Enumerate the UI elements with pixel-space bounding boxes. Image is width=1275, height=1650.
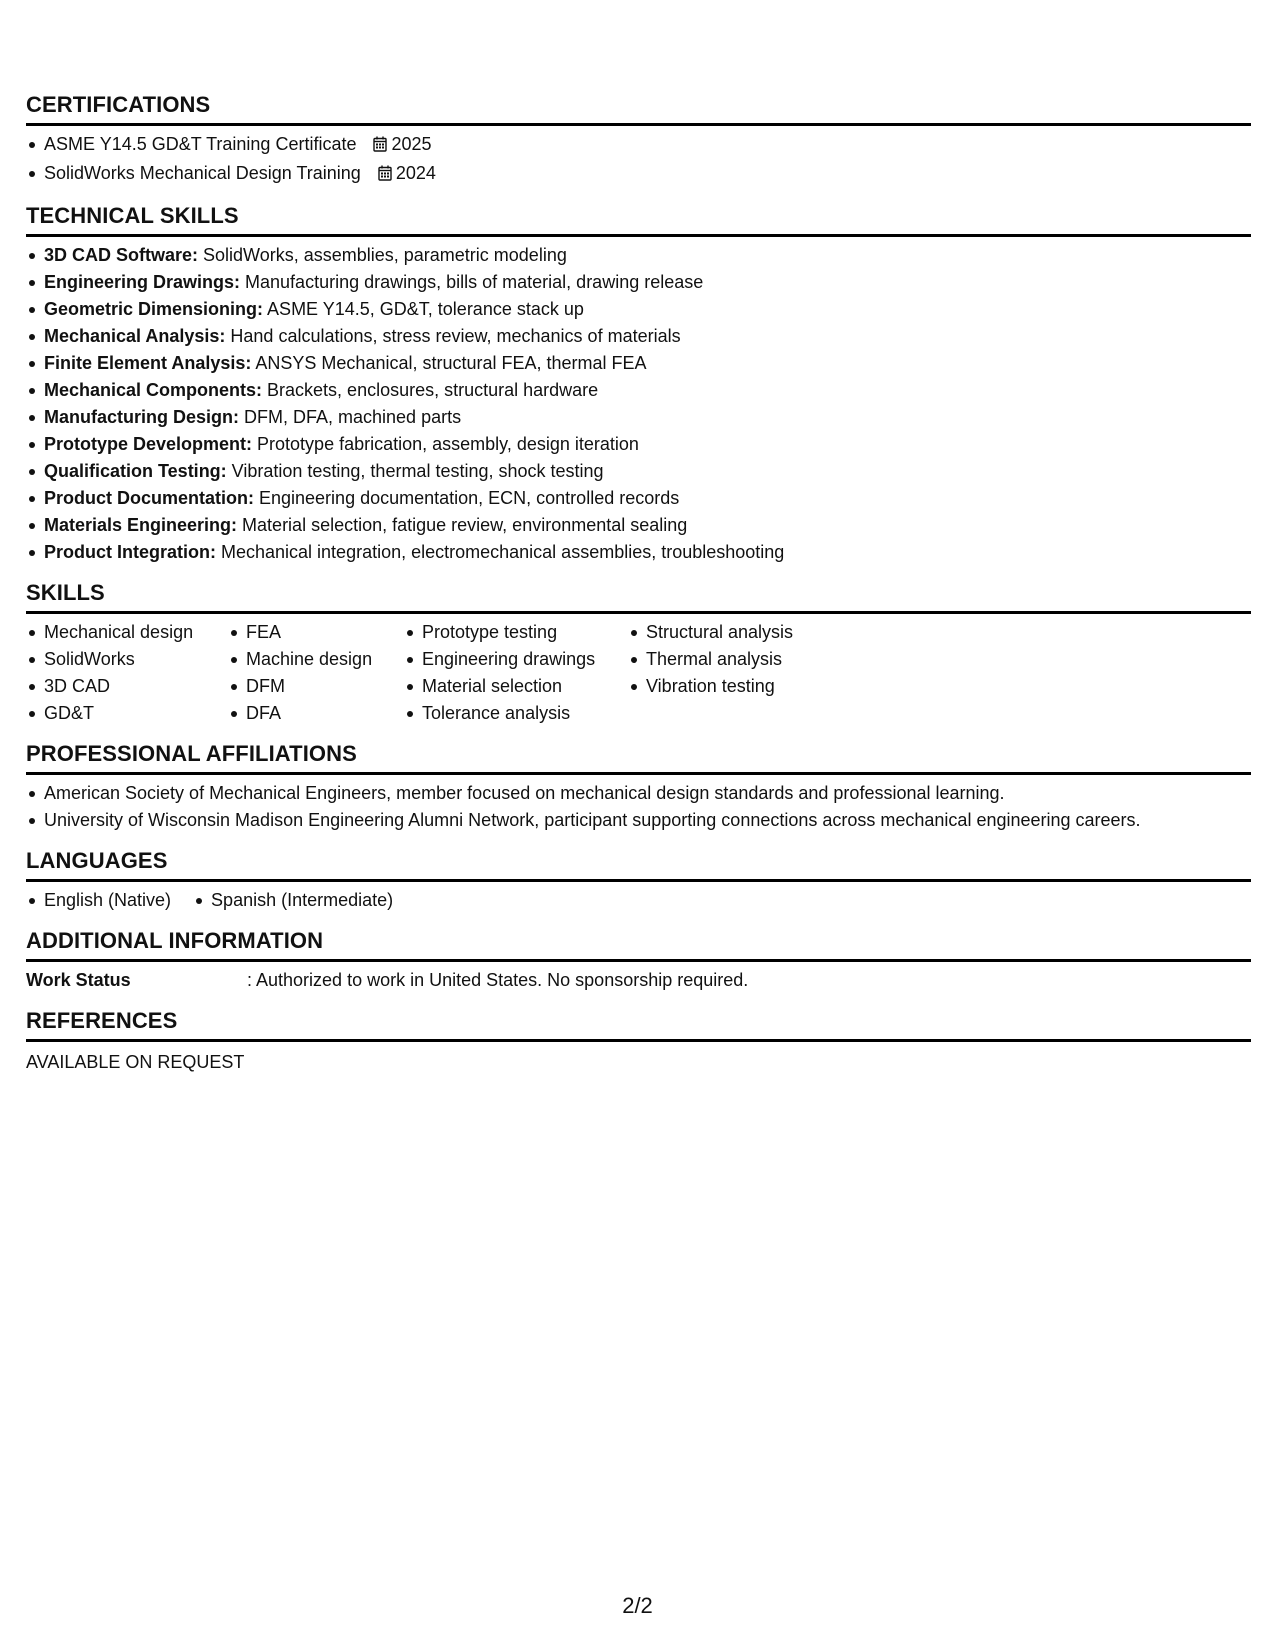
list-item (26, 431, 1251, 458)
skills-column (228, 619, 404, 727)
certifications-section (26, 92, 1251, 189)
resume-page (26, 0, 1251, 1076)
language-item: Spanish (Intermediate) (193, 887, 393, 914)
skill-label: Product Documentation: (44, 488, 254, 508)
affiliations-section (26, 741, 1251, 834)
skill-label: Mechanical Components: (44, 380, 263, 400)
skill-item: DFM (228, 673, 404, 700)
skill-value: Brackets, enclosures, structural hardware (262, 380, 599, 400)
skills-column (26, 619, 228, 727)
skill-label: Mechanical Analysis: (44, 326, 226, 346)
list-item (26, 485, 1251, 512)
list-item: University of Wisconsin Madison Engineering Alumni Network, participant supporting connections across mechanical engineering careers. (26, 807, 1251, 834)
skill-value: Vibration testing, thermal testing, shock testing (226, 461, 604, 481)
skill-item: SolidWorks (26, 646, 228, 673)
skill-value: ANSYS Mechanical, structural FEA, thermal FEA (251, 353, 647, 373)
skill-value: Prototype fabrication, assembly, design iteration (252, 434, 639, 454)
calendar-icon (378, 162, 392, 189)
list-item (26, 350, 1251, 377)
technical-skills-section (26, 203, 1251, 566)
affiliations-list (26, 780, 1251, 834)
section-title: TECHNICAL SKILLS (26, 203, 1251, 237)
work-status-value: : Authorized to work in United States. No sponsorship required. (247, 970, 749, 990)
skill-item: Vibration testing (628, 673, 848, 700)
section-title: ADDITIONAL INFORMATION (26, 928, 1251, 962)
list-item (26, 242, 1251, 269)
skill-item: Structural analysis (628, 619, 848, 646)
section-title: REFERENCES (26, 1008, 1251, 1042)
list-item (26, 404, 1251, 431)
skills-column (404, 619, 628, 727)
work-status-label: Work Status (26, 970, 131, 990)
skill-label: Engineering Drawings: (44, 272, 241, 292)
section-title: PROFESSIONAL AFFILIATIONS (26, 741, 1251, 775)
certifications-list (26, 131, 1251, 189)
skill-value: Material selection, fatigue review, environmental sealing (237, 515, 688, 535)
skill-label: Prototype Development: (44, 434, 253, 454)
work-status-row (26, 967, 1251, 994)
section-title: SKILLS (26, 580, 1251, 614)
skill-value: Manufacturing drawings, bills of material, drawing release (240, 272, 704, 292)
list-item (26, 160, 1251, 189)
certification-year: 2024 (395, 163, 436, 183)
skill-item: Engineering drawings (404, 646, 628, 673)
skill-item: FEA (228, 619, 404, 646)
list-item (26, 458, 1251, 485)
skill-value: DFM, DFA, machined parts (239, 407, 462, 427)
skill-label: Materials Engineering: (44, 515, 238, 535)
section-title: LANGUAGES (26, 848, 1251, 882)
list-item (26, 539, 1251, 566)
section-title: CERTIFICATIONS (26, 92, 1251, 126)
list-item: American Society of Mechanical Engineers, member focused on mechanical design standards and professional learning. (26, 780, 1251, 807)
languages-list (26, 887, 415, 914)
skill-item: Machine design (228, 646, 404, 673)
certification-name: SolidWorks Mechanical Design Training (44, 163, 361, 183)
languages-row (26, 887, 1251, 914)
skill-item: 3D CAD (26, 673, 228, 700)
skill-item: GD&T (26, 700, 228, 727)
certification-year: 2025 (391, 134, 432, 154)
references-text: AVAILABLE ON REQUEST (26, 1052, 245, 1072)
language-item: English (Native) (26, 887, 171, 914)
skill-value: SolidWorks, assemblies, parametric modeling (198, 245, 567, 265)
skill-value: Engineering documentation, ECN, controlled records (254, 488, 680, 508)
skills-grid (26, 619, 1251, 727)
calendar-icon (373, 133, 387, 160)
list-item (26, 512, 1251, 539)
list-item (26, 296, 1251, 323)
skill-item: Prototype testing (404, 619, 628, 646)
list-item (26, 377, 1251, 404)
skill-item: Thermal analysis (628, 646, 848, 673)
skill-item: Material selection (404, 673, 628, 700)
skill-item: Mechanical design (26, 619, 228, 646)
skill-label: Product Integration: (44, 542, 216, 562)
skill-value: Mechanical integration, electromechanical assemblies, troubleshooting (216, 542, 785, 562)
technical-skills-list (26, 242, 1251, 566)
skill-label: Manufacturing Design: (44, 407, 240, 427)
references-section (26, 1008, 1251, 1076)
skill-item: Tolerance analysis (404, 700, 628, 727)
list-item (26, 269, 1251, 296)
additional-information-section (26, 928, 1251, 994)
page-number: 2/2 (622, 1593, 653, 1618)
skills-section (26, 580, 1251, 727)
languages-section (26, 848, 1251, 914)
skill-label: Qualification Testing: (44, 461, 227, 481)
skill-value: Hand calculations, stress review, mechanics of materials (225, 326, 681, 346)
certification-name: ASME Y14.5 GD&T Training Certificate (44, 134, 357, 154)
list-item (26, 323, 1251, 350)
list-item (26, 131, 1251, 160)
skill-label: 3D CAD Software: (44, 245, 199, 265)
skill-label: Geometric Dimensioning: (44, 299, 264, 319)
skills-column (628, 619, 848, 727)
skill-item: DFA (228, 700, 404, 727)
skill-label: Finite Element Analysis: (44, 353, 252, 373)
skill-value: ASME Y14.5, GD&T, tolerance stack up (263, 299, 584, 319)
